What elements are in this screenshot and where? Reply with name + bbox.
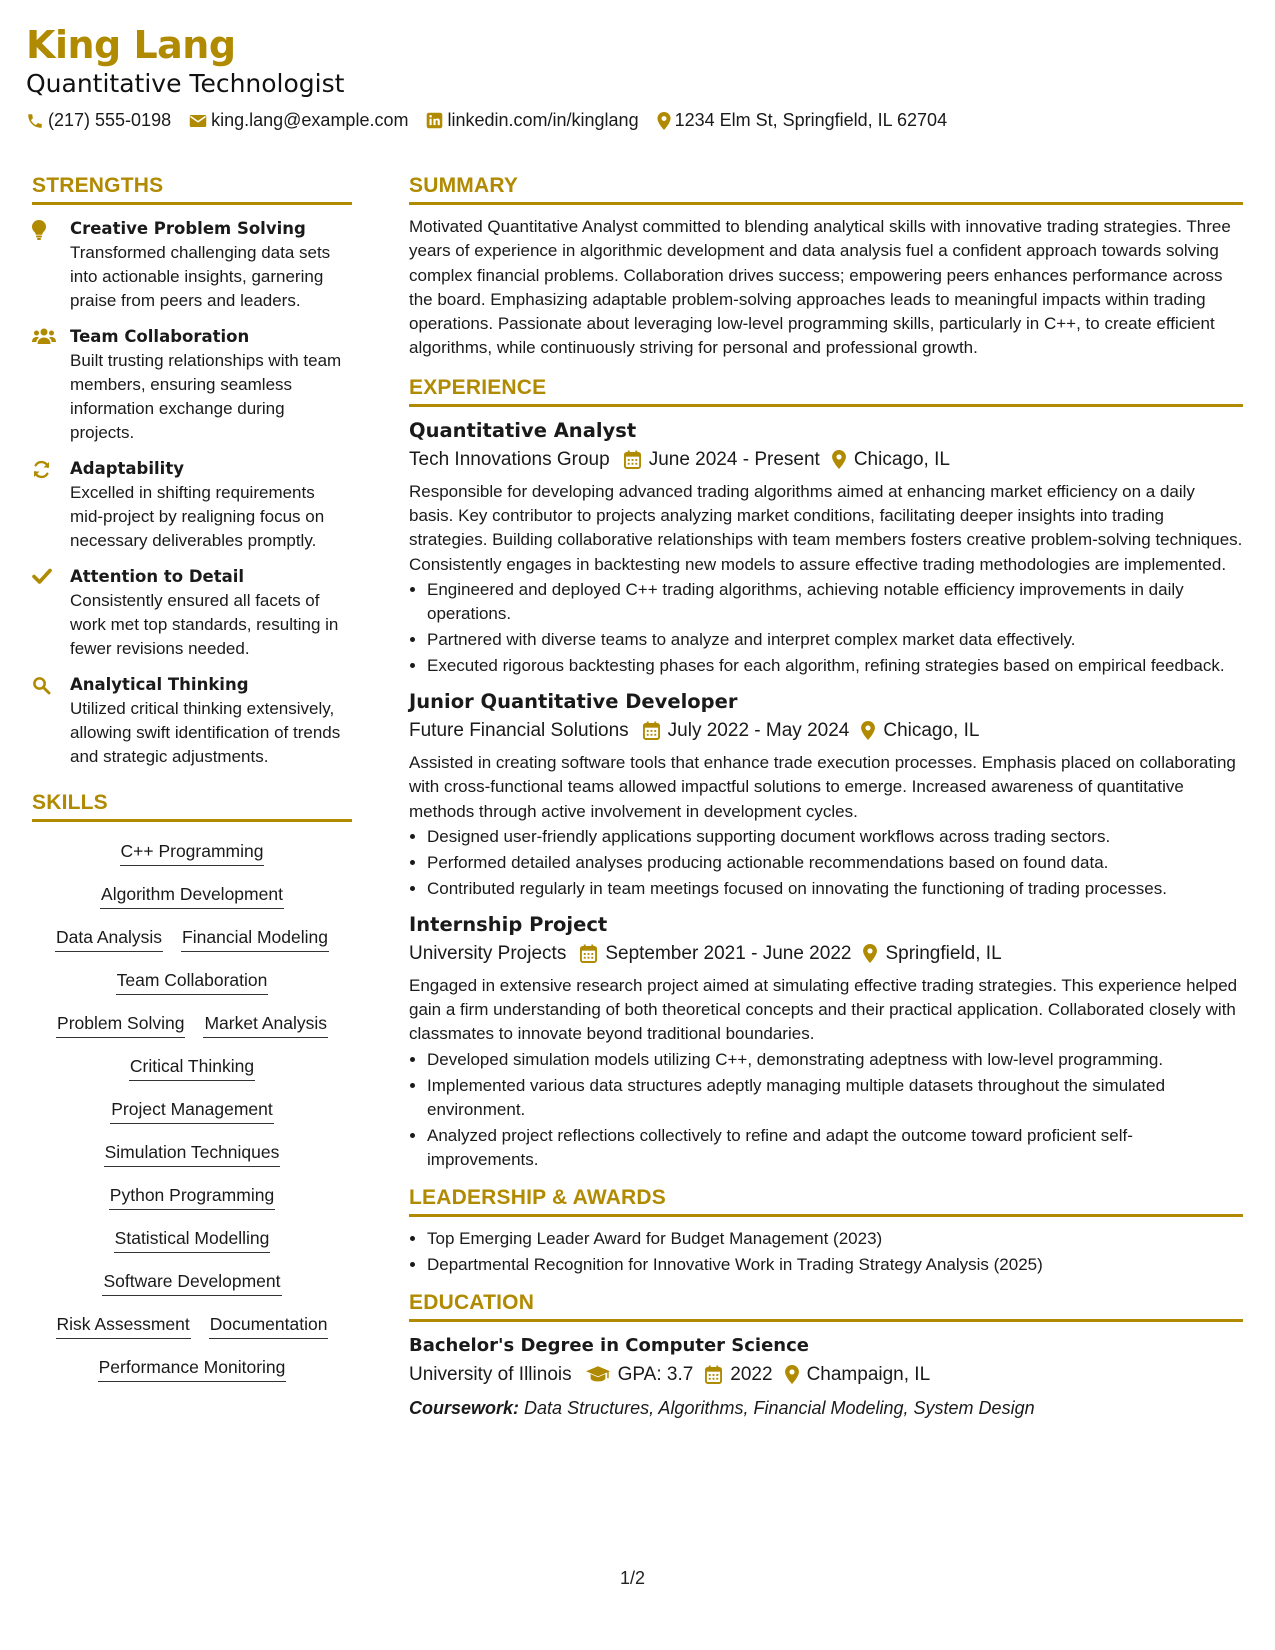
job-meta <box>409 445 1243 475</box>
job-meta <box>409 939 1243 969</box>
calendar-icon <box>624 450 641 469</box>
job-bullet: • Executed rigorous backtesting phases for each algorithm, refining strategies based on empirical feedback. <box>427 654 1243 678</box>
summary-heading: SUMMARY <box>409 174 1243 205</box>
candidate-title: Quantitative Technologist <box>26 69 345 98</box>
skill-tag: Simulation Techniques <box>104 1141 281 1167</box>
phone-icon <box>26 112 44 130</box>
phone-text: (217) 555-0198 <box>48 110 172 130</box>
job-description: Assisted in creating software tools that enhance trade execution processes. Emphasis placed on collaborating with cross-functional teams allowed impactful solutions to emerge. Increased awareness of quantitative methods through active involvement in development cycles. <box>409 752 1236 821</box>
skill-tag: Critical Thinking <box>129 1055 255 1081</box>
contact-address <box>657 110 948 131</box>
job-company: Future Financial Solutions <box>409 719 629 741</box>
job-bullet: • Partnered with diverse teams to analyze and interpret complex market data effectively. <box>427 628 1243 652</box>
awards-heading: LEADERSHIP & AWARDS <box>409 1186 1243 1217</box>
school-name: University of Illinois <box>409 1363 572 1385</box>
calendar-icon <box>705 1365 722 1384</box>
skill-tag: Market Analysis <box>203 1012 328 1038</box>
education-meta <box>409 1360 1243 1390</box>
education-heading: EDUCATION <box>409 1291 1243 1322</box>
map-pin-icon <box>785 1365 799 1384</box>
lightbulb-icon <box>32 220 46 240</box>
email-text: king.lang@example.com <box>211 110 409 130</box>
coursework-line <box>409 1395 1243 1421</box>
job-title: Quantitative Analyst <box>409 418 637 442</box>
strengths-list <box>32 217 352 769</box>
resume-header <box>26 22 965 131</box>
check-icon <box>32 568 52 584</box>
strength-title: Creative Problem Solving <box>70 219 306 238</box>
skill-tag: Financial Modeling <box>181 926 329 952</box>
graduation-cap-icon <box>586 1366 610 1383</box>
award-item: • Departmental Recognition for Innovative Work in Trading Strategy Analysis (2025) <box>427 1253 1243 1277</box>
strength-desc: Transformed challenging data sets into actionable insights, garnering praise from peers and leaders. <box>70 243 331 310</box>
left-column <box>32 174 352 1399</box>
job-title: Internship Project <box>409 912 608 936</box>
gpa-text: GPA: 3.7 <box>617 1363 694 1385</box>
job-company: University Projects <box>409 942 567 964</box>
job-bullets <box>409 578 1243 678</box>
job-bullet: • Designed user-friendly applications supporting document workflows across trading sectors. <box>427 825 1243 849</box>
job-bullet: • Developed simulation models utilizing C++, demonstrating adeptness with low-level programming. <box>427 1048 1243 1072</box>
strength-desc: Excelled in shifting requirements mid-project by realigning focus on necessary deliverables promptly. <box>70 483 325 550</box>
awards-list <box>409 1227 1243 1277</box>
job-meta <box>409 716 1243 746</box>
coursework-text: Data Structures, Algorithms, Financial Modeling, System Design <box>524 1397 1035 1418</box>
job-location: Chicago, IL <box>883 719 980 741</box>
skill-tag: Performance Monitoring <box>98 1356 287 1382</box>
experience-heading: EXPERIENCE <box>409 376 1243 407</box>
contact-email[interactable] <box>189 110 408 131</box>
search-icon <box>32 676 51 695</box>
job-description: Engaged in extensive research project aimed at simulating effective trading strategies. This experience helped gain a firm understanding of both theoretical concepts and their practical application. Collaborated closely with classmates to innovate beyond traditional boundaries. <box>409 975 1238 1044</box>
job-dates: September 2021 - June 2022 <box>605 942 852 964</box>
school-location: Champaign, IL <box>806 1363 931 1385</box>
page-number: 1/2 <box>620 1568 646 1588</box>
job-bullet: • Performed detailed analyses producing actionable recommendations based on found data. <box>427 851 1243 875</box>
job-entry <box>409 417 1243 678</box>
job-dates: June 2024 - Present <box>648 448 820 470</box>
job-company: Tech Innovations Group <box>409 448 610 470</box>
calendar-icon <box>580 944 597 963</box>
job-bullet: • Analyzed project reflections collectively to refine and adapt the outcome toward proficient self-improvements. <box>427 1124 1243 1172</box>
job-entry <box>409 911 1243 1172</box>
strength-item <box>32 457 352 553</box>
contact-linkedin[interactable] <box>426 110 638 131</box>
award-item: • Top Emerging Leader Award for Budget Management (2023) <box>427 1227 1243 1251</box>
users-icon <box>32 328 56 344</box>
job-entry <box>409 688 1243 901</box>
candidate-name: King Lang <box>26 23 236 67</box>
strength-desc: Built trusting relationships with team members, ensuring seamless information exchange during projects. <box>70 351 342 442</box>
degree-title: Bachelor's Degree in Computer Science <box>409 1334 809 1356</box>
skill-tag: Python Programming <box>109 1184 275 1210</box>
strength-item <box>32 325 352 445</box>
skill-tag: Problem Solving <box>56 1012 185 1038</box>
strength-desc: Consistently ensured all facets of work met top standards, resulting in fewer revisions needed. <box>70 591 339 658</box>
job-description: Responsible for developing advanced trading algorithms aimed at enhancing market efficiency on a daily basis. Key contributor to projects analyzing market conditions, facilitating deeper insights into trading strategies. Building collaborative relationships with team members fosters creative problem-solving techniques. Consistently engages in backtesting new models to assure effective trading methodologies are implemented. <box>409 481 1243 574</box>
job-bullets <box>409 1048 1243 1172</box>
job-location: Chicago, IL <box>853 448 950 470</box>
skill-tag: Statistical Modelling <box>114 1227 271 1253</box>
right-column <box>409 174 1243 1421</box>
strength-title: Adaptability <box>70 459 184 478</box>
skill-tag: Team Collaboration <box>116 969 269 995</box>
skill-tag: Risk Assessment <box>56 1313 191 1339</box>
job-bullet: • Contributed regularly in team meetings focused on innovating the functioning of trading processes. <box>427 877 1243 901</box>
skill-tag: C++ Programming <box>120 840 265 866</box>
map-pin-icon <box>832 450 846 469</box>
skill-tag: Software Development <box>102 1270 281 1296</box>
map-pin-icon <box>863 944 877 963</box>
graduation-year: 2022 <box>730 1363 773 1385</box>
job-bullet: • Engineered and deployed C++ trading algorithms, achieving notable efficiency improvements in daily operations. <box>427 578 1243 626</box>
skill-tag: Data Analysis <box>55 926 163 952</box>
strength-item <box>32 565 352 661</box>
calendar-icon <box>643 721 660 740</box>
skill-tag: Project Management <box>110 1098 273 1124</box>
map-pin-icon <box>861 721 875 740</box>
strength-item <box>32 217 352 313</box>
envelope-icon <box>189 113 207 129</box>
linkedin-text: linkedin.com/in/kinglang <box>447 110 639 130</box>
skill-tag: Algorithm Development <box>100 883 284 909</box>
address-text: 1234 Elm St, Springfield, IL 62704 <box>674 110 948 130</box>
strength-title: Team Collaboration <box>70 327 250 346</box>
coursework-label: Coursework: <box>409 1397 520 1418</box>
contact-phone[interactable] <box>26 110 171 131</box>
strength-title: Attention to Detail <box>70 567 245 586</box>
job-bullet: • Implemented various data structures adeptly managing multiple datasets throughout the simulated environment. <box>427 1074 1243 1122</box>
map-pin-icon <box>657 112 671 130</box>
job-dates: July 2022 - May 2024 <box>667 719 850 741</box>
contact-bar <box>26 110 965 131</box>
job-location: Springfield, IL <box>885 942 1002 964</box>
strengths-heading: STRENGTHS <box>32 174 352 205</box>
job-title: Junior Quantitative Developer <box>409 689 738 713</box>
strength-desc: Utilized critical thinking extensively, allowing swift identification of trends and strategic adjustments. <box>70 699 341 766</box>
job-bullets <box>409 825 1243 901</box>
strength-title: Analytical Thinking <box>70 675 249 694</box>
linkedin-icon <box>426 112 443 129</box>
skills-list <box>32 840 352 1382</box>
strength-item <box>32 673 352 769</box>
skill-tag: Documentation <box>209 1313 329 1339</box>
sync-icon <box>32 460 51 479</box>
summary-text: Motivated Quantitative Analyst committed to blending analytical skills with innovative trading strategies. Three years of experience in algorithmic development and data analysis fuel a confident approach towards solving complex financial problems. Collaboration drives success; empowering peers enhances performance across the board. Emphasizing adaptable problem-solving approaches leads to meaningful impacts within trading operations. Passionate about leveraging low-level programming skills, particularly in C++, to create efficient algorithms, while continuously striving for personal and professional growth. <box>409 217 1231 358</box>
skills-heading: SKILLS <box>32 791 352 822</box>
